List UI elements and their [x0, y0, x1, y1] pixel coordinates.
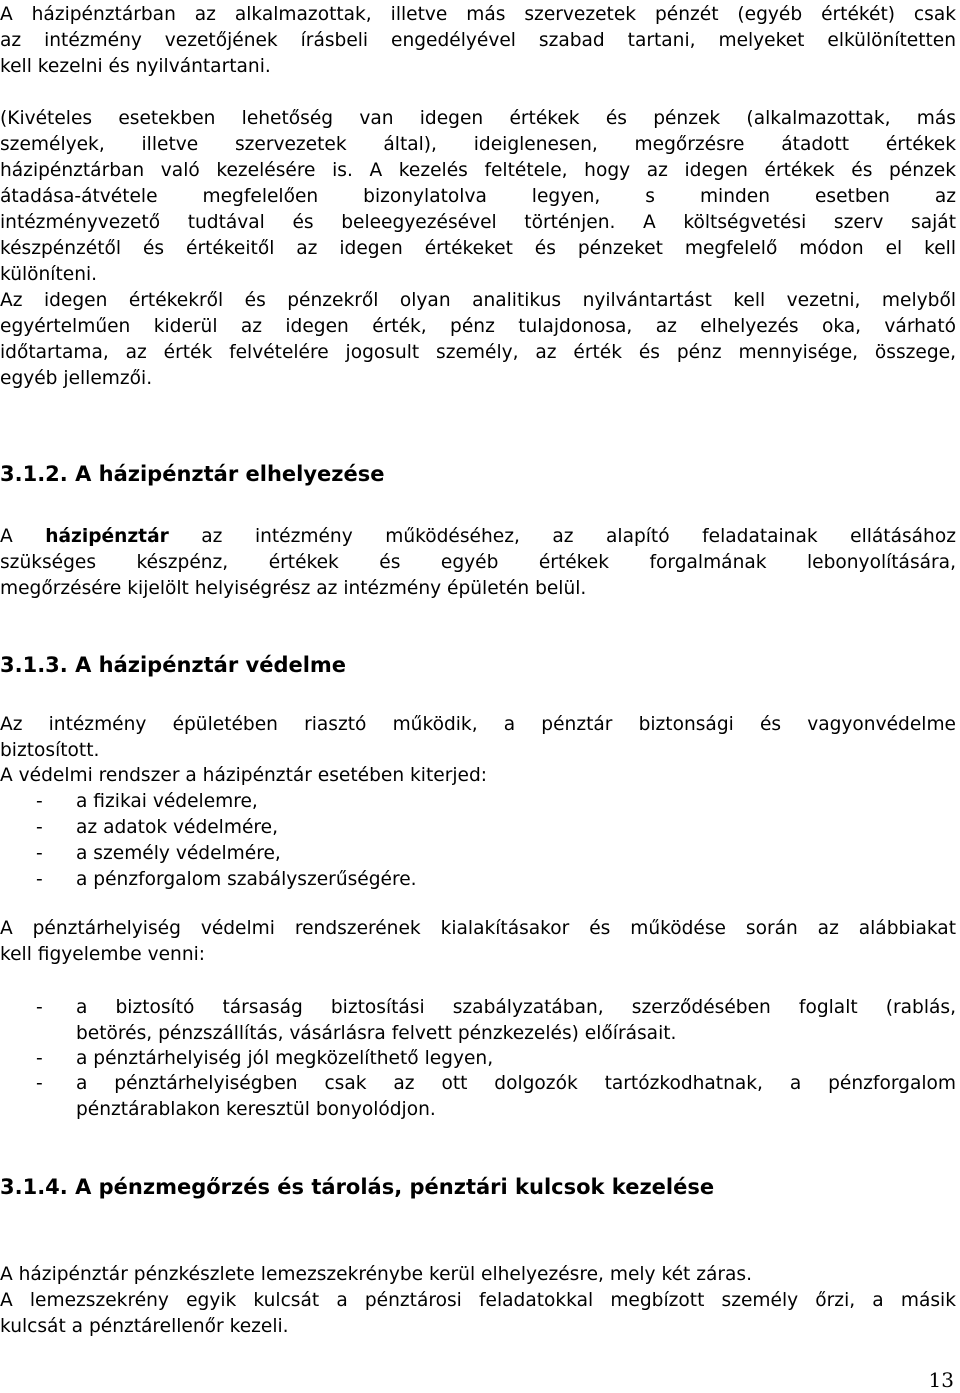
paragraph-line [0, 524, 956, 550]
paragraph-line: szükséges készpénz, értékek és egyéb értékek forgalmának lebonyolítására, [0, 552, 956, 573]
paragraph-line: időtartama, az érték felvételére jogosult személy, az érték és pénz mennyisége, összege, [0, 342, 956, 363]
paragraph-line: kell kezelni és nyilvántartani. [0, 56, 271, 77]
paragraph-line: (Kivételes esetekben lehetőség van idegen értékek és pénzek (alkalmazottak, más [0, 108, 956, 129]
list-item: a biztosító társaság biztosítási szabályzatában, szerződésében foglalt (rablás, [76, 997, 956, 1018]
paragraph-line: kulcsát a pénztárellenőr kezeli. [0, 1316, 289, 1337]
list-bullet: - [36, 869, 43, 890]
list-bullet: - [36, 791, 43, 812]
paragraph-line: kell figyelembe venni: [0, 944, 206, 965]
paragraph-line: az intézmény vezetőjének írásbeli engedélyével szabad tartani, melyeket elkülönítetten [0, 30, 956, 51]
list-bullet: - [36, 1048, 43, 1069]
paragraph-line: személyek, illetve szervezetek által), ideiglenesen, megőrzésre átadott értékek [0, 134, 956, 155]
paragraph-line: Az idegen értékekről és pénzekről olyan analitikus nyilvántartást kell vezetni, melyből [0, 290, 956, 311]
list-item: a pénzforgalom szabályszerűségére. [76, 869, 417, 890]
list-item-continuation: betörés, pénzszállítás, vásárlásra felvett pénzkezelés) előírásait. [76, 1023, 677, 1044]
paragraph-line: A pénztárhelyiség védelmi rendszerének kialakításakor és működése során az alábbiakat [0, 918, 956, 939]
list-item: a személy védelmére, [76, 843, 281, 864]
paragraph-line: megőrzésére kijelölt helyiségrész az intézmény épületén belül. [0, 578, 587, 599]
list-item: az adatok védelmére, [76, 817, 278, 838]
page-number: 13 [928, 1368, 954, 1392]
list-item-continuation: pénztárablakon keresztül bonyolódjon. [76, 1099, 436, 1120]
paragraph-line: A házipénztárban az alkalmazottak, illetve más szervezetek pénzét (egyéb értékét) csak [0, 4, 956, 25]
section-heading: 3.1.4. A pénzmegőrzés és tárolás, pénztári kulcsok kezelése [0, 1175, 715, 1199]
text-run: az intézmény működéséhez, az alapító feladatainak ellátásához [168, 526, 956, 547]
paragraph-line: különíteni. [0, 264, 98, 285]
list-item: a pénztárhelyiségben csak az ott dolgozók tartózkodhatnak, a pénzforgalom [76, 1073, 956, 1094]
paragraph-line: A lemezszekrény egyik kulcsát a pénztárosi feladatokkal megbízott személy őrzi, a másik [0, 1290, 956, 1311]
section-heading: 3.1.3. A házipénztár védelme [0, 653, 347, 677]
paragraph-line: biztosított. [0, 740, 100, 761]
section-heading: 3.1.2. A házipénztár elhelyezése [0, 462, 385, 486]
paragraph-line: A védelmi rendszer a házipénztár esetében kiterjed: [0, 765, 488, 786]
paragraph-line: egyértelműen kiderül az idegen érték, pénz tulajdonosa, az elhelyezés oka, várható [0, 316, 956, 337]
list-bullet: - [36, 1073, 43, 1094]
paragraph-line: egyéb jellemzői. [0, 368, 153, 389]
paragraph-line: készpénzétől és értékeitől az idegen értékeket és pénzeket megfelelő módon el kell [0, 238, 956, 259]
list-bullet: - [36, 817, 43, 838]
list-bullet: - [36, 997, 43, 1018]
list-item: a pénztárhelyiség jól megközelíthető legyen, [76, 1048, 494, 1069]
paragraph-line: A házipénztár pénzkészlete lemezszekrénybe kerül elhelyezésre, mely két záras. [0, 1264, 753, 1285]
bold-term: házipénztár [45, 526, 169, 547]
paragraph-line: átadása-átvétele megfelelően bizonylatolva legyen, s minden esetben az [0, 186, 956, 207]
text-run: A [0, 526, 46, 547]
paragraph-line: Az intézmény épületében riasztó működik, a pénztár biztonsági és vagyonvédelme [0, 714, 956, 735]
paragraph-line: házipénztárban való kezelésére is. A kezelés feltétele, hogy az idegen értékek és pénzek [0, 160, 956, 181]
list-item: a fizikai védelemre, [76, 791, 258, 812]
list-bullet: - [36, 843, 43, 864]
paragraph-line: intézményvezető tudtával és beleegyezésével történjen. A költségvetési szerv saját [0, 212, 956, 233]
